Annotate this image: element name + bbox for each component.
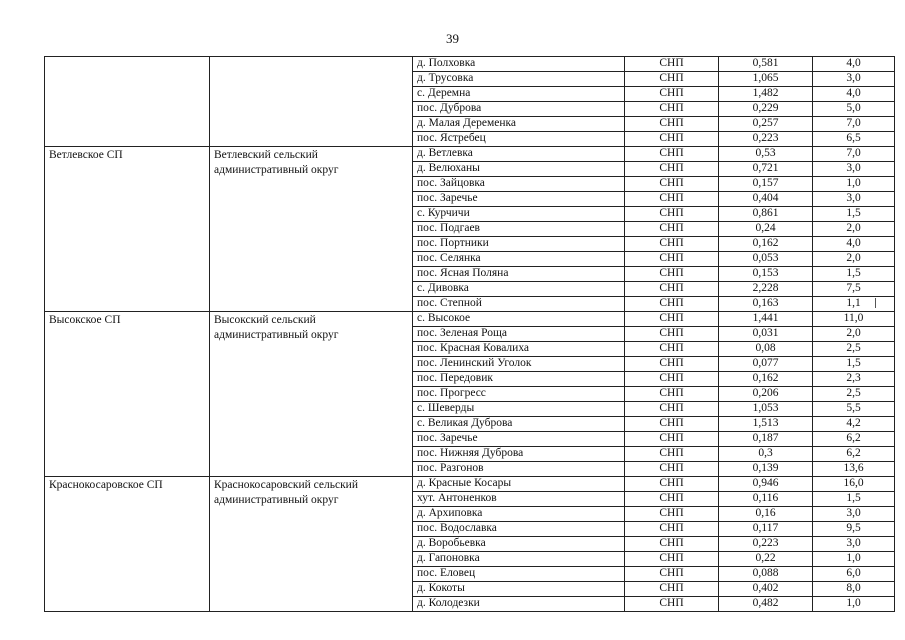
settlement-distance: 8,0 (813, 582, 895, 597)
settlement-area: 2,228 (719, 282, 813, 297)
settlement-name: пос. Портники (413, 237, 625, 252)
settlement-distance: 4,0 (813, 237, 895, 252)
settlement-name: с. Шеверды (413, 402, 625, 417)
settlement-name: пос. Прогресс (413, 387, 625, 402)
settlement-area: 1,065 (719, 72, 813, 87)
settlement-name: пос. Зайцовка (413, 177, 625, 192)
settlement-name: пос. Нижняя Дуброва (413, 447, 625, 462)
settlement-type: СНП (625, 597, 719, 612)
settlement-distance: 2,0 (813, 252, 895, 267)
settlement-name: пос. Красная Ковалиха (413, 342, 625, 357)
settlement-type: СНП (625, 132, 719, 147)
settlement-type: СНП (625, 417, 719, 432)
settlement-name: д. Гапоновка (413, 552, 625, 567)
settlements-table (44, 56, 895, 612)
settlement-area: 1,441 (719, 312, 813, 327)
settlement-area: 1,482 (719, 87, 813, 102)
settlement-distance: 3,0 (813, 507, 895, 522)
settlement-type: СНП (625, 252, 719, 267)
settlement-type: СНП (625, 552, 719, 567)
settlement-type: СНП (625, 507, 719, 522)
settlement-type: СНП (625, 102, 719, 117)
settlement-area: 0,031 (719, 327, 813, 342)
settlement-distance: 1,0 (813, 552, 895, 567)
settlement-name: пос. Зеленая Роща (413, 327, 625, 342)
settlement-type: СНП (625, 357, 719, 372)
settlement-area: 0,08 (719, 342, 813, 357)
settlement-name: с. Великая Дуброва (413, 417, 625, 432)
administrative-district (210, 57, 413, 147)
settlement-municipality: Ветлевское СП (45, 147, 210, 312)
settlement-distance: 7,0 (813, 117, 895, 132)
settlement-distance: 5,5 (813, 402, 895, 417)
settlement-name: пос. Заречье (413, 192, 625, 207)
settlement-name: пос. Заречье (413, 432, 625, 447)
settlement-distance: 5,0 (813, 102, 895, 117)
settlement-name: д. Красные Косары (413, 477, 625, 492)
settlement-area: 0,223 (719, 132, 813, 147)
settlement-distance: 4,0 (813, 57, 895, 72)
settlement-name: д. Кокоты (413, 582, 625, 597)
settlement-type: СНП (625, 87, 719, 102)
settlement-type: СНП (625, 492, 719, 507)
settlement-name: пос. Водославка (413, 522, 625, 537)
settlement-distance: 1,5 (813, 207, 895, 222)
settlement-distance: 1,1 (813, 297, 895, 312)
settlement-name: д. Малая Деременка (413, 117, 625, 132)
settlement-name: пос. Ястребец (413, 132, 625, 147)
administrative-district: Краснокосаровский сельский административный округ (210, 477, 413, 612)
settlement-municipality: Краснокосаровское СП (45, 477, 210, 612)
settlement-name: д. Трусовка (413, 72, 625, 87)
settlement-type: СНП (625, 297, 719, 312)
settlement-type: СНП (625, 462, 719, 477)
settlement-type: СНП (625, 72, 719, 87)
settlement-distance: 2,0 (813, 222, 895, 237)
settlement-distance: 3,0 (813, 72, 895, 87)
settlement-distance: 6,5 (813, 132, 895, 147)
settlement-name: пос. Передовик (413, 372, 625, 387)
settlement-type: СНП (625, 57, 719, 72)
settlement-area: 0,946 (719, 477, 813, 492)
settlement-distance: 7,5 (813, 282, 895, 297)
settlement-name: с. Дивовка (413, 282, 625, 297)
settlement-name: д. Воробьевка (413, 537, 625, 552)
settlement-area: 0,721 (719, 162, 813, 177)
settlement-name: пос. Степной (413, 297, 625, 312)
settlement-area: 0,861 (719, 207, 813, 222)
settlement-area: 0,53 (719, 147, 813, 162)
settlement-name: пос. Ясная Поляна (413, 267, 625, 282)
settlement-area: 0,402 (719, 582, 813, 597)
settlement-area: 0,24 (719, 222, 813, 237)
settlement-area: 0,088 (719, 567, 813, 582)
table-row (45, 57, 895, 72)
settlement-type: СНП (625, 567, 719, 582)
settlement-type: СНП (625, 192, 719, 207)
settlement-type: СНП (625, 522, 719, 537)
settlement-area: 0,3 (719, 447, 813, 462)
settlement-distance: 3,0 (813, 537, 895, 552)
settlement-type: СНП (625, 477, 719, 492)
administrative-district: Ветлевский сельский административный округ (210, 147, 413, 312)
settlement-distance: 13,6 (813, 462, 895, 477)
settlement-distance: 11,0 (813, 312, 895, 327)
settlement-name: пос. Селянка (413, 252, 625, 267)
settlement-distance: 3,0 (813, 162, 895, 177)
settlement-type: СНП (625, 237, 719, 252)
settlement-area: 0,16 (719, 507, 813, 522)
settlement-type: СНП (625, 432, 719, 447)
settlement-name: пос. Дуброва (413, 102, 625, 117)
settlement-type: СНП (625, 207, 719, 222)
settlement-distance: 1,0 (813, 597, 895, 612)
settlement-type: СНП (625, 177, 719, 192)
table-row (45, 147, 895, 162)
page-number: 39 (446, 31, 459, 46)
settlement-distance: 2,3 (813, 372, 895, 387)
settlement-type: СНП (625, 537, 719, 552)
settlement-name: д. Велюханы (413, 162, 625, 177)
settlement-name: с. Курчичи (413, 207, 625, 222)
settlement-type: СНП (625, 342, 719, 357)
settlement-distance: 6,2 (813, 447, 895, 462)
settlement-area: 0,257 (719, 117, 813, 132)
settlement-distance: 4,2 (813, 417, 895, 432)
settlement-distance: 16,0 (813, 477, 895, 492)
settlement-area: 1,513 (719, 417, 813, 432)
settlement-name: хут. Антоненков (413, 492, 625, 507)
settlement-area: 0,22 (719, 552, 813, 567)
table-row (45, 312, 895, 327)
settlement-distance: 6,0 (813, 567, 895, 582)
settlement-municipality: Высокское СП (45, 312, 210, 477)
settlement-type: СНП (625, 222, 719, 237)
settlement-distance: 2,5 (813, 342, 895, 357)
settlement-type: СНП (625, 327, 719, 342)
administrative-district: Высокский сельский административный округ (210, 312, 413, 477)
settlement-distance: 4,0 (813, 87, 895, 102)
settlement-distance: 1,5 (813, 492, 895, 507)
settlement-type: СНП (625, 447, 719, 462)
settlement-area: 0,206 (719, 387, 813, 402)
settlement-distance: 1,0 (813, 177, 895, 192)
settlement-distance: 1,5 (813, 357, 895, 372)
settlement-area: 0,139 (719, 462, 813, 477)
settlement-type: СНП (625, 582, 719, 597)
settlement-area: 0,153 (719, 267, 813, 282)
settlement-name: д. Архиповка (413, 507, 625, 522)
settlement-distance: 6,2 (813, 432, 895, 447)
settlement-type: СНП (625, 267, 719, 282)
settlement-type: СНП (625, 372, 719, 387)
settlement-name: д. Ветлевка (413, 147, 625, 162)
settlement-name: д. Полховка (413, 57, 625, 72)
margin-mark (875, 298, 876, 308)
settlement-name: д. Колодезки (413, 597, 625, 612)
settlement-area: 0,157 (719, 177, 813, 192)
settlement-type: СНП (625, 282, 719, 297)
settlement-area: 0,077 (719, 357, 813, 372)
settlement-distance: 9,5 (813, 522, 895, 537)
settlement-area: 0,404 (719, 192, 813, 207)
settlement-name: с. Высокое (413, 312, 625, 327)
settlement-distance: 7,0 (813, 147, 895, 162)
settlement-distance: 2,0 (813, 327, 895, 342)
settlement-type: СНП (625, 162, 719, 177)
settlement-municipality (45, 57, 210, 147)
table-row (45, 477, 895, 492)
settlement-area: 0,223 (719, 537, 813, 552)
settlement-distance: 2,5 (813, 387, 895, 402)
settlement-area: 0,162 (719, 237, 813, 252)
settlement-area: 0,116 (719, 492, 813, 507)
settlement-area: 0,581 (719, 57, 813, 72)
settlement-area: 0,163 (719, 297, 813, 312)
settlement-type: СНП (625, 402, 719, 417)
settlement-distance: 3,0 (813, 192, 895, 207)
settlement-area: 1,053 (719, 402, 813, 417)
settlement-area: 0,053 (719, 252, 813, 267)
settlement-type: СНП (625, 117, 719, 132)
settlement-distance: 1,5 (813, 267, 895, 282)
settlement-name: пос. Разгонов (413, 462, 625, 477)
settlement-area: 0,229 (719, 102, 813, 117)
settlement-area: 0,187 (719, 432, 813, 447)
settlement-type: СНП (625, 387, 719, 402)
settlement-name: пос. Ленинский Уголок (413, 357, 625, 372)
settlement-name: пос. Подгаев (413, 222, 625, 237)
settlement-type: СНП (625, 147, 719, 162)
settlement-area: 0,117 (719, 522, 813, 537)
settlement-name: с. Деремна (413, 87, 625, 102)
settlement-area: 0,482 (719, 597, 813, 612)
settlement-type: СНП (625, 312, 719, 327)
settlement-area: 0,162 (719, 372, 813, 387)
settlement-name: пос. Еловец (413, 567, 625, 582)
